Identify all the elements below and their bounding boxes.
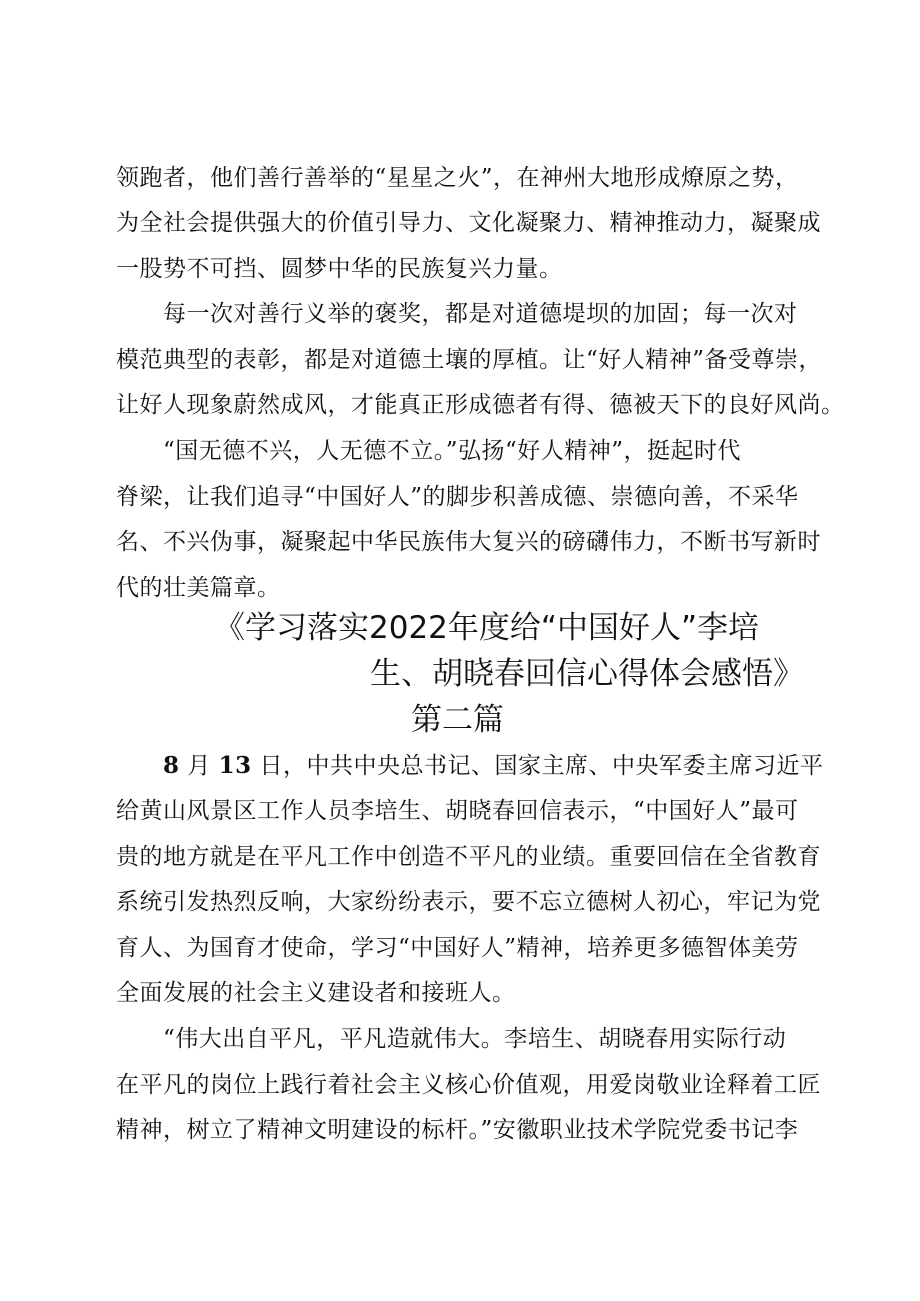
paragraph-line: 每一次对善行义举的褒奖，都是对道德堤坝的加固；每一次对 [163,301,798,327]
paragraph-line: 领跑者，他们善行善举的“星星之火”，在神州大地形成燎原之势， [116,165,799,191]
paragraph-line: “国无德不兴，人无德不立。”弘扬“好人精神”，挺起时代 [163,438,742,464]
paragraph-line: 代的壮美篇章。 [116,575,281,601]
paragraph-line: 在平凡的岗位上践行着社会主义核心价值观，用爱岗敬业诠释着工匠 [116,1072,821,1098]
article-title-line: 《学习落实2022年度给“中国好人”李培 [214,610,760,646]
paragraph-line: 名、不兴伪事，凝聚起中华民族伟大复兴的磅礴伟力，不断书写新时 [116,529,821,555]
paragraph-line: 脊梁，让我们追寻“中国好人”的脚步积善成德、崇德向善，不采华 [116,484,799,510]
paragraph-line [163,751,824,781]
paragraph-line: 一股势不可挡、圆梦中华的民族复兴力量。 [116,256,563,282]
paragraph-line: “伟大出自平凡，平凡造就伟大。李培生、胡晓春用实际行动 [163,1026,787,1052]
paragraph-line: 精神，树立了精神文明建设的标杆。”安徽职业技术学院党委书记李 [116,1117,799,1143]
date-month: 8 [163,752,180,779]
paragraph-line: 让好人现象蔚然成风，才能真正形成德者有得、德被天下的良好风尚。 [116,392,845,418]
paragraph-line: 系统引发热烈反响，大家纷纷表示，要不忘立德树人初心，牢记为党 [116,889,821,915]
article-title-line: 生、胡晓春回信心得体会感悟》 [370,656,804,692]
date-month-unit: 月 [187,753,211,779]
paragraph-line: 模范典型的表彰，都是对道德土壤的厚植。让“好人精神”备受尊崇， [116,347,823,373]
paragraph-line: 为全社会提供强大的价值引导力、文化凝聚力、精神推动力，凝聚成 [116,210,821,236]
paragraph-line: 育人、为国育才使命，学习“中国好人”精神，培养更多德智体美劳 [116,935,799,961]
paragraph-text: 日，中共中央总书记、国家主席、中央军委主席习近平 [259,753,824,779]
paragraph-line: 给黄山风景区工作人员李培生、胡晓春回信表示，“中国好人”最可 [116,798,799,824]
paragraph-line: 全面发展的社会主义建设者和接班人。 [116,980,516,1006]
paragraph-line: 贵的地方就是在平凡工作中创造不平凡的业绩。重要回信在全省教育 [116,844,821,870]
article-subtitle: 第二篇 [411,702,504,738]
date-day: 13 [218,752,252,779]
